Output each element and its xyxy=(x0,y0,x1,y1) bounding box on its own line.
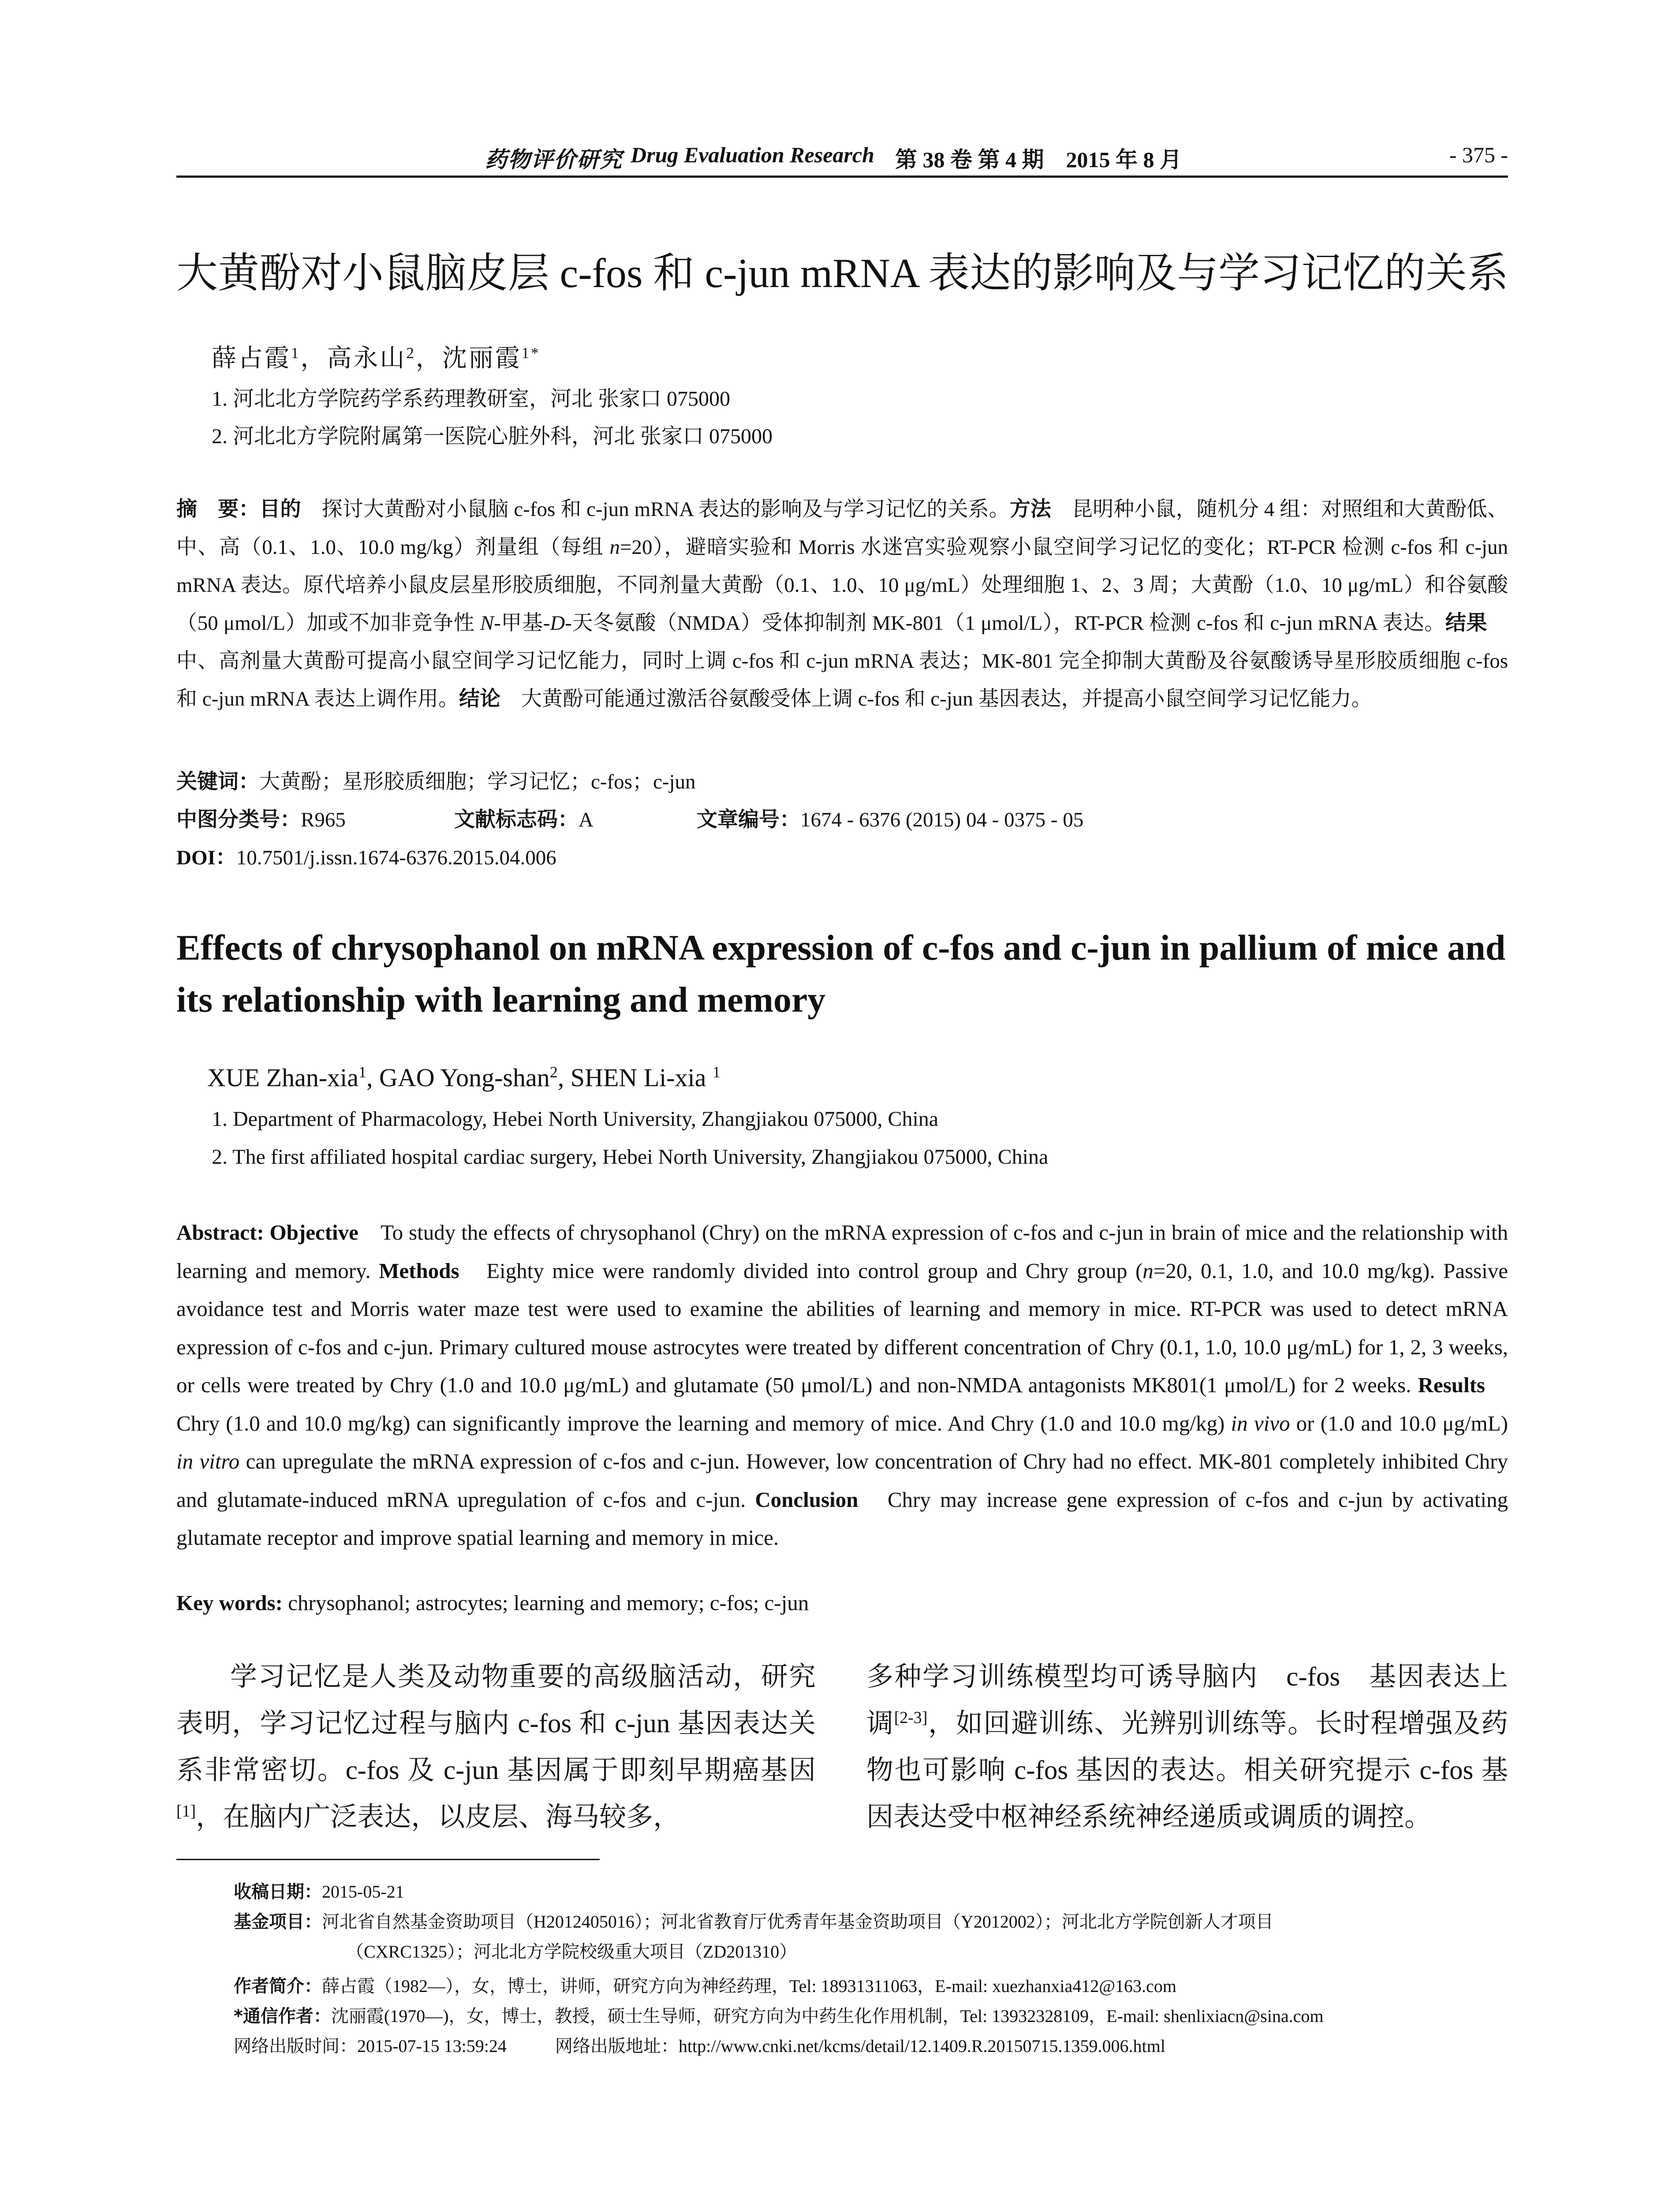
footnote-online xyxy=(234,2031,1165,2061)
citation-ref: [1] xyxy=(176,1802,196,1821)
cn-methods-D: D xyxy=(550,612,565,635)
en-title: Effects of chrysophanol on mRNA expression of c-fos and c-jun in pallium of mice and its relationship with learning and memory xyxy=(176,927,1506,1020)
en-objective-label: Objective xyxy=(269,1220,358,1245)
en-objective-text: To study the effects of chrysophanol (Chry) on the mRNA expression of c-fos and c-jun in brain of mice and the relationship with learning and memory. xyxy=(176,1220,1508,1283)
fund-label: 基金项目： xyxy=(234,1912,322,1932)
cn-methods-text: -甲基- xyxy=(494,612,550,635)
cn-conclusion-text: 大黄酚可能通过激活谷氨酸受体上调 c-fos 和 c-jun 基因表达，并提高小鼠空间学习记忆能力。 xyxy=(500,688,1372,710)
en-keywords-text: chrysophanol; astrocytes; learning and memory; c-fos; c-jun xyxy=(288,1591,809,1615)
en-methods-label: Methods xyxy=(379,1258,459,1283)
body-text: 多种学习训练模型均可诱导脑内 c-fos 基因表达上调 xyxy=(866,1662,1508,1738)
en-keywords-label: Key words: xyxy=(176,1591,288,1615)
body-column-left xyxy=(176,1654,816,1841)
volume-issue: 第 38 卷 第 4 期 2015 年 8 月 xyxy=(895,147,1182,172)
fund-text: 河北省自然基金资助项目（H2012405016）；河北省教育厅优秀青年基金资助项目（Y2012002）；河北北方学院创新人才项目 xyxy=(322,1912,1273,1932)
cn-author-3-sup: 1* xyxy=(521,344,541,362)
cn-author-1: 薛占霞 xyxy=(212,345,291,372)
doi-label: DOI： xyxy=(176,846,236,869)
cn-results-label: 结果 xyxy=(1445,611,1487,635)
en-author-3: , SHEN Li-xia xyxy=(557,1063,713,1092)
en-methods-text: Eighty mice were randomly divided into control group and Chry group ( xyxy=(459,1258,1143,1283)
cn-author-2: 高永山 xyxy=(327,345,407,372)
en-author-2: , GAO Yong-shan xyxy=(366,1063,550,1092)
author-label: 作者简介： xyxy=(234,1976,322,1996)
en-author-3-sup: 1 xyxy=(712,1063,721,1081)
cn-results-text: 中、高剂量大黄酚可提高小鼠空间学习记忆能力，同时上调 c-fos 和 c-jun mRNA 表达；MK-801 完全抑制大黄酚及谷氨酸诱导星形胶质细胞 c-fos 和 c-jun mRNA 表达上调作用。 xyxy=(176,612,1508,710)
cn-methods-text: 昆明种小鼠，随机分 4 组：对照组和大黄酚低、中、高（0.1、1.0、10.0 mg/kg）剂量组（每组 xyxy=(176,498,1508,559)
doc-code-value: A xyxy=(579,808,594,831)
footnote-received xyxy=(234,1877,404,1907)
online-url-label: 网络出版地址： xyxy=(555,2036,679,2056)
cn-author-sep: ， xyxy=(300,345,327,372)
en-conclusion-label: Conclusion xyxy=(755,1487,859,1512)
en-affiliation-1: 1. Department of Pharmacology, Hebei North University, Zhangjiakou 075000, China xyxy=(212,1107,939,1131)
body-text: ，在脑内广泛表达，以皮层、海马较多， xyxy=(196,1802,680,1832)
cn-keywords-text: 大黄酚；星形胶质细胞；学习记忆；c-fos；c-jun xyxy=(259,770,696,793)
cn-title: 大黄酚对小鼠脑皮层 c-fos 和 c-jun mRNA 表达的影响及与学习记忆的关系 xyxy=(176,250,1508,296)
clc-group xyxy=(176,801,454,839)
cn-abstract xyxy=(176,490,1508,718)
cn-abstract-label: 摘 要： xyxy=(176,497,260,521)
footnote-corresponding xyxy=(234,2001,1323,2031)
en-results-label: Results xyxy=(1418,1373,1486,1397)
en-authors xyxy=(207,1063,721,1092)
header-rule xyxy=(176,176,1508,178)
cn-methods-N: N xyxy=(480,612,494,635)
en-results-in-vivo: in vivo xyxy=(1231,1411,1290,1435)
body-text: 学习记忆是人类及动物重要的高级脑活动，研究表明，学习记忆过程与脑内 c-fos 和 c-jun 基因表达关系非常密切。c-fos 及 c-jun 基因属于即刻早期癌基因 xyxy=(176,1662,816,1785)
cn-methods-n: n xyxy=(609,536,620,559)
doi-value: 10.7501/j.issn.1674-6376.2015.04.006 xyxy=(236,846,556,869)
journal-name-en: Drug Evaluation Research xyxy=(631,142,874,167)
online-time-label: 网络出版时间： xyxy=(234,2036,357,2056)
cn-keywords xyxy=(176,763,696,801)
en-abstract xyxy=(176,1214,1508,1557)
article-id-value: 1674 - 6376 (2015) 04 - 0375 - 05 xyxy=(800,808,1084,831)
body-text: ，如回避训练、光辨别训练等。长时程增强及药物也可影响 c-fos 基因的表达。相关研究提示 c-fos 基因表达受中枢神经系统神经递质或调质的调控。 xyxy=(866,1709,1508,1832)
footnote-fund-cont: （CXRC1325）；河北北方学院校级重大项目（ZD201310） xyxy=(346,1942,797,1962)
received-label: 收稿日期： xyxy=(234,1882,322,1902)
en-author-1-sup: 1 xyxy=(358,1063,367,1081)
en-methods-text: =20, 0.1, 1.0, and 10.0 mg/kg). Passive avoidance test and Morris water maze test were used to examine the abilities of learning and memory in mice. RT-PCR was used to detect mRNA expression of c-fos and c-jun. Primary cultured mouse astrocytes were treated by different concentration of Chry (0.1, 1.0, 10.0 μg/mL) for 1, 2, 3 weeks, or cells were treated by Chry (1.0 and 10.0 μg/mL) and glutamate (50 μmol/L) and non-NMDA antagonists MK801(1 μmol/L) for 2 weeks. xyxy=(176,1258,1508,1397)
cn-affiliation-2: 2. 河北北方学院附属第一医院心脏外科，河北 张家口 075000 xyxy=(212,425,773,448)
en-abstract-label: Abstract: xyxy=(176,1220,270,1245)
en-results-text: Chry (1.0 and 10.0 mg/kg) can significantly improve the learning and memory of mice. And Chry (1.0 and 10.0 mg/kg) xyxy=(176,1373,1508,1435)
cn-author-sep: ， xyxy=(415,345,442,372)
corr-text: 沈丽霞(1970—)，女，博士，教授，硕士生导师，研究方向为中药生化作用机制，Tel: 13932328109，E-mail: shenlixiacn@sina.com xyxy=(331,2006,1324,2026)
cn-objective-label: 目的 xyxy=(259,497,301,521)
article-id-label: 文章编号： xyxy=(697,807,800,832)
en-conclusion-text: Chry may increase gene expression of c-fos and c-jun by activating glutamate receptor and improve spatial learning and memory in mice. xyxy=(176,1487,1508,1550)
cn-conclusion-label: 结论 xyxy=(459,687,501,711)
doc-code-group xyxy=(454,801,697,839)
cn-author-3: 沈丽霞 xyxy=(442,345,522,372)
en-author-2-sup: 2 xyxy=(549,1063,558,1081)
cn-objective-text: 探讨大黄酚对小鼠脑 c-fos 和 c-jun mRNA 表达的影响及与学习记忆的关系。 xyxy=(301,498,1010,521)
cn-author-1-sup: 1 xyxy=(291,344,301,362)
cn-author-2-sup: 2 xyxy=(406,344,416,362)
received-date: 2015-05-21 xyxy=(322,1882,404,1902)
en-methods-n: n xyxy=(1142,1258,1154,1283)
cn-affiliation-1: 1. 河北北方学院药学系药理教研室，河北 张家口 075000 xyxy=(212,387,731,411)
cn-authors xyxy=(212,339,540,374)
online-time: 2015-07-15 13:59:24 xyxy=(357,2036,507,2056)
online-url: http://www.cnki.net/kcms/detail/12.1409.R.20150715.1359.006.html xyxy=(678,2036,1165,2056)
cn-keywords-label: 关键词： xyxy=(176,770,259,794)
en-affiliation-2: 2. The first affiliated hospital cardiac surgery, Hebei North University, Zhangjiakou 075000, China xyxy=(212,1145,1049,1169)
cn-methods-text: =20），避暗实验和 Morris 水迷宫实验观察小鼠空间学习记忆的变化；RT-PCR 检测 c-fos 和 c-jun mRNA 表达。原代培养小鼠皮层星形胶质细胞，不同剂量大黄酚（0.1、1.0、10 μg/mL）处理细胞 1、2、3 周；大黄酚（1.0、10 μg/mL）和谷氨酸（50 μmol/L）加或不加非竞争性 xyxy=(176,536,1508,635)
doi xyxy=(176,839,556,877)
article-id-group xyxy=(697,801,1083,839)
running-header xyxy=(176,140,1508,176)
footnote-fund xyxy=(234,1907,1273,1937)
en-results-in-vitro: in vitro xyxy=(176,1449,240,1473)
clc-label: 中图分类号： xyxy=(176,807,301,832)
clc-value: R965 xyxy=(301,808,346,831)
journal-name-cn: 药物评价研究 xyxy=(485,147,623,172)
author-text: 薛占霞（1982—），女，博士，讲师，研究方向为神经药理，Tel: 18931311063，E-mail: xuezhanxia412@163.com xyxy=(322,1976,1176,1996)
doc-code-label: 文献标志码： xyxy=(454,807,579,832)
en-results-text: or (1.0 and 10.0 μg/mL) xyxy=(1290,1411,1508,1435)
footnote-author xyxy=(234,1971,1176,2001)
footnote-rule xyxy=(176,1859,600,1860)
citation-ref: [2-3] xyxy=(894,1708,928,1727)
body-column-right xyxy=(866,1654,1508,1841)
cn-classification xyxy=(176,801,1508,839)
en-author-1: XUE Zhan-xia xyxy=(207,1063,359,1092)
cn-methods-text: -天冬氨酸（NMDA）受体抑制剂 MK-801（1 μmol/L），RT-PCR 检测 c-fos 和 c-jun mRNA 表达。 xyxy=(565,612,1445,635)
corr-label: *通信作者： xyxy=(234,2006,331,2026)
page-number: - 375 - xyxy=(1449,142,1508,167)
en-keywords xyxy=(176,1585,809,1621)
en-results-text: can upregulate the mRNA expression of c-fos and c-jun. However, low concentration of Chry had no effect. MK-801 completely inhibited Chry and glutamate-induced mRNA upregulation of c-fos and c-jun. xyxy=(176,1449,1508,1512)
cn-methods-label: 方法 xyxy=(1009,497,1052,521)
